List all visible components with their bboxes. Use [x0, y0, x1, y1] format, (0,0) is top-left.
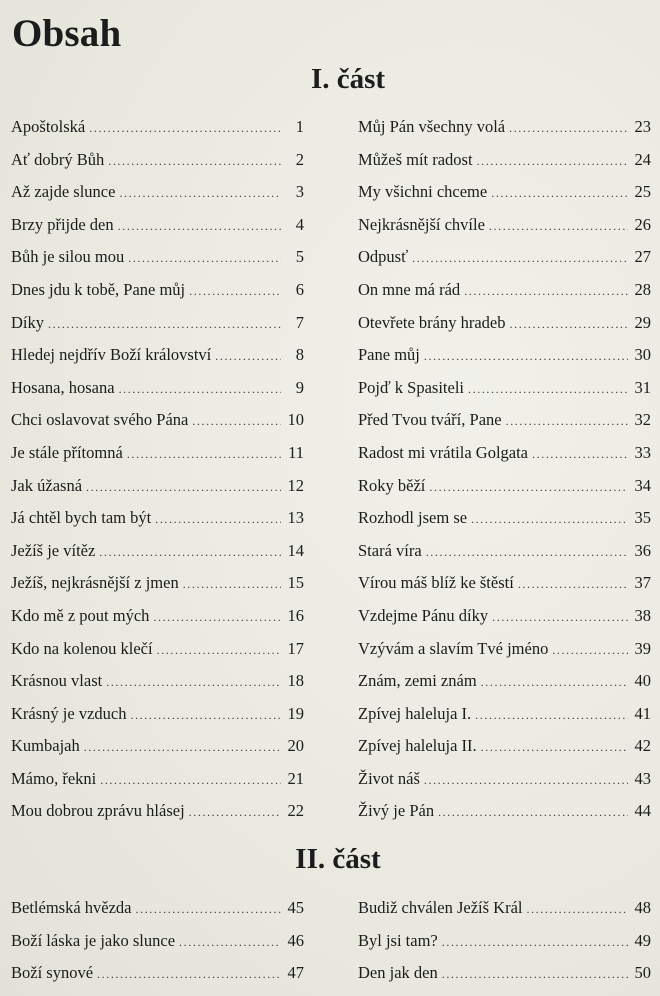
toc-entry-title: Kumbajah — [11, 736, 80, 756]
toc-entry-title: Mou dobrou zprávu hlásej — [11, 801, 185, 821]
toc-entry — [358, 736, 651, 769]
toc-entry — [11, 898, 304, 931]
dot-leader — [489, 216, 628, 236]
dot-leader — [84, 737, 281, 757]
toc-entry — [11, 443, 304, 476]
toc-entry-title: Betlémská hvězda — [11, 898, 132, 917]
toc-entry-title: Já chtěl bych tam být — [11, 508, 152, 528]
toc-entry-page-number: 40 — [634, 671, 651, 691]
toc-entry-page-number: 16 — [287, 605, 304, 625]
dot-leader — [128, 248, 281, 268]
toc-entry — [11, 801, 304, 834]
toc-entry-title: On mne má rád — [358, 279, 461, 299]
toc-entry-page-number: 33 — [634, 442, 651, 462]
part-2-right-column — [358, 898, 651, 996]
toc-entry-page-number: 3 — [295, 182, 304, 202]
toc-entry-page-number: 39 — [634, 638, 651, 658]
dot-leader — [119, 379, 281, 399]
dot-leader — [471, 509, 628, 529]
toc-entry — [358, 215, 651, 248]
toc-entry — [11, 769, 304, 802]
toc-entry-title: Kdo na kolenou klečí — [11, 638, 153, 658]
toc-entry-title: My všichni chceme — [358, 182, 488, 202]
toc-entry-page-number: 41 — [634, 703, 651, 723]
dot-leader — [468, 379, 628, 399]
dot-leader — [424, 346, 628, 366]
toc-entry-title: Brzy přijde den — [11, 214, 114, 234]
toc-entry — [358, 898, 651, 931]
dot-leader — [506, 411, 628, 431]
toc-entry-page-number: 50 — [634, 963, 651, 983]
dot-leader — [48, 314, 281, 334]
part-2-heading: II. část — [295, 843, 381, 875]
dot-leader — [464, 281, 628, 301]
dot-leader — [108, 151, 281, 171]
toc-entry — [11, 117, 304, 150]
toc-entry — [358, 410, 651, 443]
toc-entry — [11, 736, 304, 769]
page-title: Obsah — [12, 12, 122, 55]
toc-entry-title: Můžeš mít radost — [358, 149, 473, 169]
dot-leader — [412, 248, 628, 268]
toc-entry-title: Pane můj — [358, 345, 420, 365]
toc-entry-title: Radost mi vrátila Golgata — [358, 442, 529, 462]
dot-leader — [189, 281, 281, 301]
part-2-left-column — [11, 898, 304, 996]
toc-entry — [358, 639, 651, 672]
toc-entry — [11, 704, 304, 737]
toc-entry-page-number: 13 — [287, 508, 304, 528]
toc-entry-page-number: 6 — [295, 279, 304, 299]
dot-leader — [438, 802, 628, 822]
toc-entry — [358, 769, 651, 802]
toc-entry — [358, 541, 651, 574]
part-1-left-column — [11, 117, 304, 834]
toc-entry-title: Odpusť — [358, 247, 409, 267]
dot-leader — [442, 932, 628, 952]
dot-leader — [518, 574, 628, 594]
toc-entry — [11, 313, 304, 346]
dot-leader — [192, 411, 281, 431]
toc-entry-title: Zpívej haleluja I. — [358, 703, 472, 723]
toc-entry-page-number: 28 — [634, 279, 651, 299]
dot-leader — [426, 542, 628, 562]
toc-entry — [358, 443, 651, 476]
dot-leader — [509, 118, 628, 138]
toc-entry-title: Pojď k Spasiteli — [358, 377, 465, 397]
dot-leader — [442, 964, 628, 984]
dot-leader — [155, 509, 281, 529]
dot-leader — [424, 770, 628, 790]
toc-entry — [358, 182, 651, 215]
toc-entry — [11, 508, 304, 541]
toc-entry-page-number: 34 — [634, 475, 651, 495]
toc-entry — [11, 215, 304, 248]
toc-entry-page-number: 9 — [295, 377, 304, 397]
toc-entry-page-number: 20 — [287, 736, 304, 756]
dot-leader — [510, 314, 628, 334]
toc-entry-page-number: 47 — [287, 963, 304, 983]
toc-entry-page-number: 48 — [634, 898, 651, 917]
toc-entry-page-number: 5 — [295, 247, 304, 267]
toc-entry — [11, 573, 304, 606]
dot-leader — [89, 118, 281, 138]
toc-entry-page-number: 45 — [287, 898, 304, 917]
toc-entry-page-number: 17 — [287, 638, 304, 658]
toc-entry — [358, 801, 651, 834]
toc-entry-page-number: 11 — [288, 442, 304, 462]
dot-leader — [183, 574, 281, 594]
dot-leader — [106, 672, 281, 692]
toc-entry — [11, 410, 304, 443]
toc-entry — [358, 573, 651, 606]
toc-entry-title: Budiž chválen Ježíš Král — [358, 898, 523, 917]
toc-entry-page-number: 32 — [634, 410, 651, 430]
toc-entry — [358, 931, 651, 964]
toc-entry-page-number: 30 — [634, 345, 651, 365]
toc-entry-page-number: 27 — [634, 247, 651, 267]
toc-entry — [358, 117, 651, 150]
toc-entry — [11, 606, 304, 639]
toc-entry-title: Ježíš je vítěz — [11, 540, 96, 560]
toc-entry-page-number: 44 — [634, 801, 651, 821]
toc-entry — [358, 671, 651, 704]
toc-entry-page-number: 36 — [634, 540, 651, 560]
toc-entry-title: Krásnou vlast — [11, 671, 103, 691]
dot-leader — [477, 151, 628, 171]
dot-leader — [429, 477, 628, 497]
toc-entry-title: Díky — [11, 312, 44, 332]
toc-entry — [358, 508, 651, 541]
toc-entry-page-number: 18 — [287, 671, 304, 691]
toc-entry-page-number: 22 — [287, 801, 304, 821]
toc-entry — [11, 247, 304, 280]
toc-entry-page-number: 21 — [287, 768, 304, 788]
dot-leader — [118, 216, 281, 236]
toc-entry — [11, 150, 304, 183]
toc-entry-page-number: 10 — [287, 410, 304, 430]
toc-entry-title: Vírou máš blíž ke štěstí — [358, 573, 514, 593]
toc-entry-title: Vzdejme Pánu díky — [358, 605, 489, 625]
toc-entry-title: Až zajde slunce — [11, 182, 116, 202]
dot-leader — [86, 477, 281, 497]
toc-entry-page-number: 7 — [295, 312, 304, 332]
toc-entry-title: Otevřete brány hradeb — [358, 312, 506, 332]
toc-entry — [11, 280, 304, 313]
toc-entry-page-number: 46 — [287, 930, 304, 950]
toc-entry-title: Hledej nejdřív Boží království — [11, 345, 212, 365]
toc-entry — [11, 671, 304, 704]
toc-entry-title: Bůh je silou mou — [11, 247, 125, 267]
toc-entry-page-number: 2 — [295, 149, 304, 169]
toc-entry — [11, 639, 304, 672]
dot-leader — [179, 932, 281, 952]
toc-entry-title: Jak úžasná — [11, 475, 83, 495]
dot-leader — [481, 737, 628, 757]
toc-entry-title: Živý je Pán — [358, 801, 435, 821]
toc-entry-title: Vzývám a slavím Tvé jméno — [358, 638, 549, 658]
dot-leader — [97, 964, 281, 984]
toc-entry-title: Je stále přítomná — [11, 442, 123, 462]
toc-entry-title: Krásný je vzduch — [11, 703, 127, 723]
toc-entry — [358, 345, 651, 378]
toc-entry-title: Znám, zemi znám — [358, 671, 477, 691]
toc-entry — [358, 150, 651, 183]
toc-entry-page-number: 43 — [634, 768, 651, 788]
toc-entry-page-number: 12 — [287, 475, 304, 495]
toc-entry-page-number: 24 — [634, 149, 651, 169]
toc-entry-title: Před Tvou tváří, Pane — [358, 410, 502, 430]
dot-leader — [153, 607, 281, 627]
part-1-heading: I. část — [310, 63, 386, 95]
dot-leader — [526, 899, 628, 919]
dot-leader — [475, 705, 628, 725]
toc-entry-page-number: 31 — [634, 377, 651, 397]
dot-leader — [99, 542, 281, 562]
dot-leader — [119, 183, 281, 203]
toc-entry-title: Ježíš, nejkrásnější z jmen — [11, 573, 179, 593]
toc-entry-title: Den jak den — [358, 963, 438, 983]
dot-leader — [491, 183, 628, 203]
toc-entry — [358, 476, 651, 509]
dot-leader — [127, 444, 281, 464]
toc-entry-title: Nejkrásnější chvíle — [358, 214, 485, 234]
toc-entry-title: Byl jsi tam? — [358, 930, 438, 950]
toc-entry-page-number: 4 — [295, 214, 304, 234]
dot-leader — [532, 444, 628, 464]
dot-leader — [130, 705, 281, 725]
toc-entry-page-number: 14 — [287, 540, 304, 560]
toc-entry — [11, 182, 304, 215]
toc-entry-page-number: 38 — [634, 605, 651, 625]
toc-entry-title: Chci oslavovat svého Pána — [11, 410, 189, 430]
toc-entry-title: Mámo, řekni — [11, 768, 97, 788]
toc-entry-page-number: 29 — [634, 312, 651, 332]
toc-entry-title: Zpívej haleluja II. — [358, 736, 477, 756]
toc-entry-title: Rozhodl jsem se — [358, 508, 468, 528]
part-1-right-column — [358, 117, 651, 834]
toc-entry — [11, 476, 304, 509]
toc-entry-title: Boží láska je jako slunce — [11, 930, 176, 950]
toc-entry-page-number: 35 — [634, 508, 651, 528]
dot-leader — [136, 899, 282, 919]
toc-entry — [358, 606, 651, 639]
toc-entry — [358, 963, 651, 996]
dot-leader — [157, 640, 281, 660]
toc-entry-page-number: 1 — [295, 117, 304, 136]
dot-leader — [492, 607, 628, 627]
toc-entry-title: Dnes jdu k tobě, Pane můj — [11, 279, 186, 299]
toc-entry-title: Roky běží — [358, 475, 426, 495]
dot-leader — [552, 640, 628, 660]
toc-entry-title: Hosana, hosana — [11, 377, 115, 397]
toc-entry — [358, 378, 651, 411]
toc-entry — [358, 704, 651, 737]
toc-entry — [11, 541, 304, 574]
toc-entry — [358, 247, 651, 280]
toc-entry — [358, 313, 651, 346]
toc-entry-page-number: 8 — [295, 345, 304, 365]
toc-entry-title: Můj Pán všechny volá — [358, 117, 506, 136]
toc-entry-page-number: 23 — [634, 117, 651, 136]
toc-entry-page-number: 25 — [634, 182, 651, 202]
toc-entry-page-number: 15 — [287, 573, 304, 593]
toc-entry — [11, 345, 304, 378]
toc-entry-page-number: 37 — [634, 573, 651, 593]
toc-entry-title: Stará víra — [358, 540, 422, 560]
toc-entry-title: Život náš — [358, 768, 420, 788]
toc-entry-page-number: 19 — [287, 703, 304, 723]
toc-entry-title: Ať dobrý Bůh — [11, 149, 105, 169]
toc-entry-title: Kdo mě z pout mých — [11, 605, 150, 625]
toc-entry-page-number: 26 — [634, 214, 651, 234]
dot-leader — [189, 802, 281, 822]
toc-entry — [11, 963, 304, 996]
toc-entry-page-number: 42 — [634, 736, 651, 756]
toc-entry — [358, 280, 651, 313]
toc-entry-title: Boží synové — [11, 963, 94, 983]
toc-entry-title: Apoštolská — [11, 117, 86, 136]
toc-entry — [11, 931, 304, 964]
toc-entry-page-number: 49 — [634, 930, 651, 950]
toc-entry — [11, 378, 304, 411]
dot-leader — [215, 346, 281, 366]
dot-leader — [100, 770, 281, 790]
dot-leader — [481, 672, 628, 692]
